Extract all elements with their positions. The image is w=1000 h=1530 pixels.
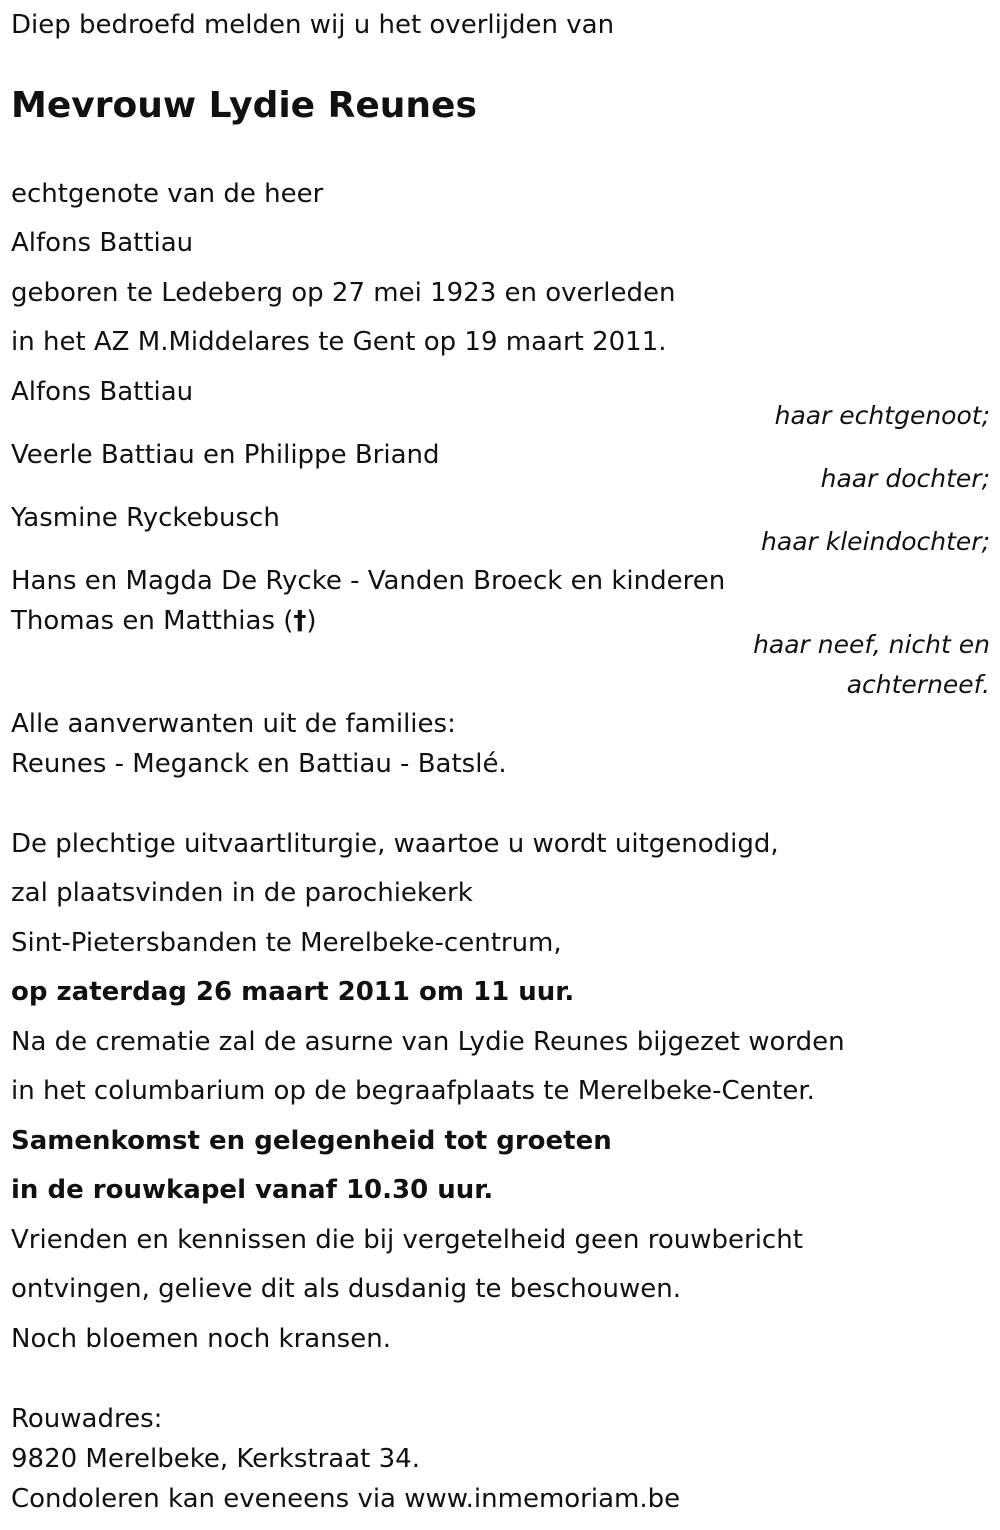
relative-role-continued: achterneef. [846, 670, 990, 699]
relative-name: Veerle Battiau en Philippe Briand [11, 440, 440, 470]
cremation-line: in het columbarium op de begraafplaats te Merelbeke-Center. [11, 1076, 815, 1106]
born-line: geboren te Ledeberg op 27 mei 1923 en overleden [11, 278, 676, 308]
note-line: Vrienden en kennissen die bij vergetelheid geen rouwbericht [11, 1225, 803, 1255]
relative-role: haar kleindochter; [761, 527, 990, 556]
gathering-line: in de rouwkapel vanaf 10.30 uur. [11, 1175, 494, 1205]
relative-name: Yasmine Ryckebusch [11, 503, 280, 533]
relative-role: haar dochter; [820, 464, 990, 493]
died-line: in het AZ M.Middelares te Gent op 19 maart 2011. [11, 327, 667, 357]
relative-name: Alfons Battiau [11, 377, 194, 407]
spouse-line: echtgenote van de heer [11, 179, 324, 209]
cremation-line: Na de crematie zal de asurne van Lydie Reunes bijgezet worden [11, 1027, 845, 1057]
address-text: 9820 Merelbeke, Kerkstraat 34. [11, 1444, 420, 1474]
relative-name: Hans en Magda De Rycke - Vanden Broeck en kinderen [11, 566, 726, 596]
cross-icon: † [293, 606, 307, 636]
relative-role: haar neef, nicht en [753, 630, 990, 659]
intro-text: Diep bedroefd melden wij u het overlijden van [11, 10, 615, 40]
relative-role: haar echtgenoot; [774, 401, 990, 430]
liturgy-line: Sint-Pietersbanden te Merelbeke-centrum, [11, 928, 562, 958]
address-label: Rouwadres: [11, 1404, 163, 1434]
liturgy-line: zal plaatsvinden in de parochiekerk [11, 878, 473, 908]
liturgy-date: op zaterdag 26 maart 2011 om 11 uur. [11, 977, 575, 1007]
families-line: Alle aanverwanten uit de families: [11, 709, 456, 739]
deceased-name: Mevrouw Lydie Reunes [11, 85, 477, 126]
condolence-text: Condoleren kan eveneens via www.inmemoriam.be [11, 1484, 681, 1514]
relative-name-part: ) [306, 606, 317, 636]
liturgy-line: De plechtige uitvaartliturgie, waartoe u wordt uitgenodigd, [11, 829, 779, 859]
gathering-line: Samenkomst en gelegenheid tot groeten [11, 1126, 612, 1156]
families-names: Reunes - Meganck en Battiau - Batslé. [11, 749, 507, 779]
note-line: ontvingen, gelieve dit als dusdanig te beschouwen. [11, 1274, 682, 1304]
spouse-name: Alfons Battiau [11, 228, 194, 258]
note-line: Noch bloemen noch kransen. [11, 1324, 391, 1354]
relative-name-continued [11, 608, 317, 634]
relative-name-part: Thomas en Matthias ( [11, 606, 294, 636]
